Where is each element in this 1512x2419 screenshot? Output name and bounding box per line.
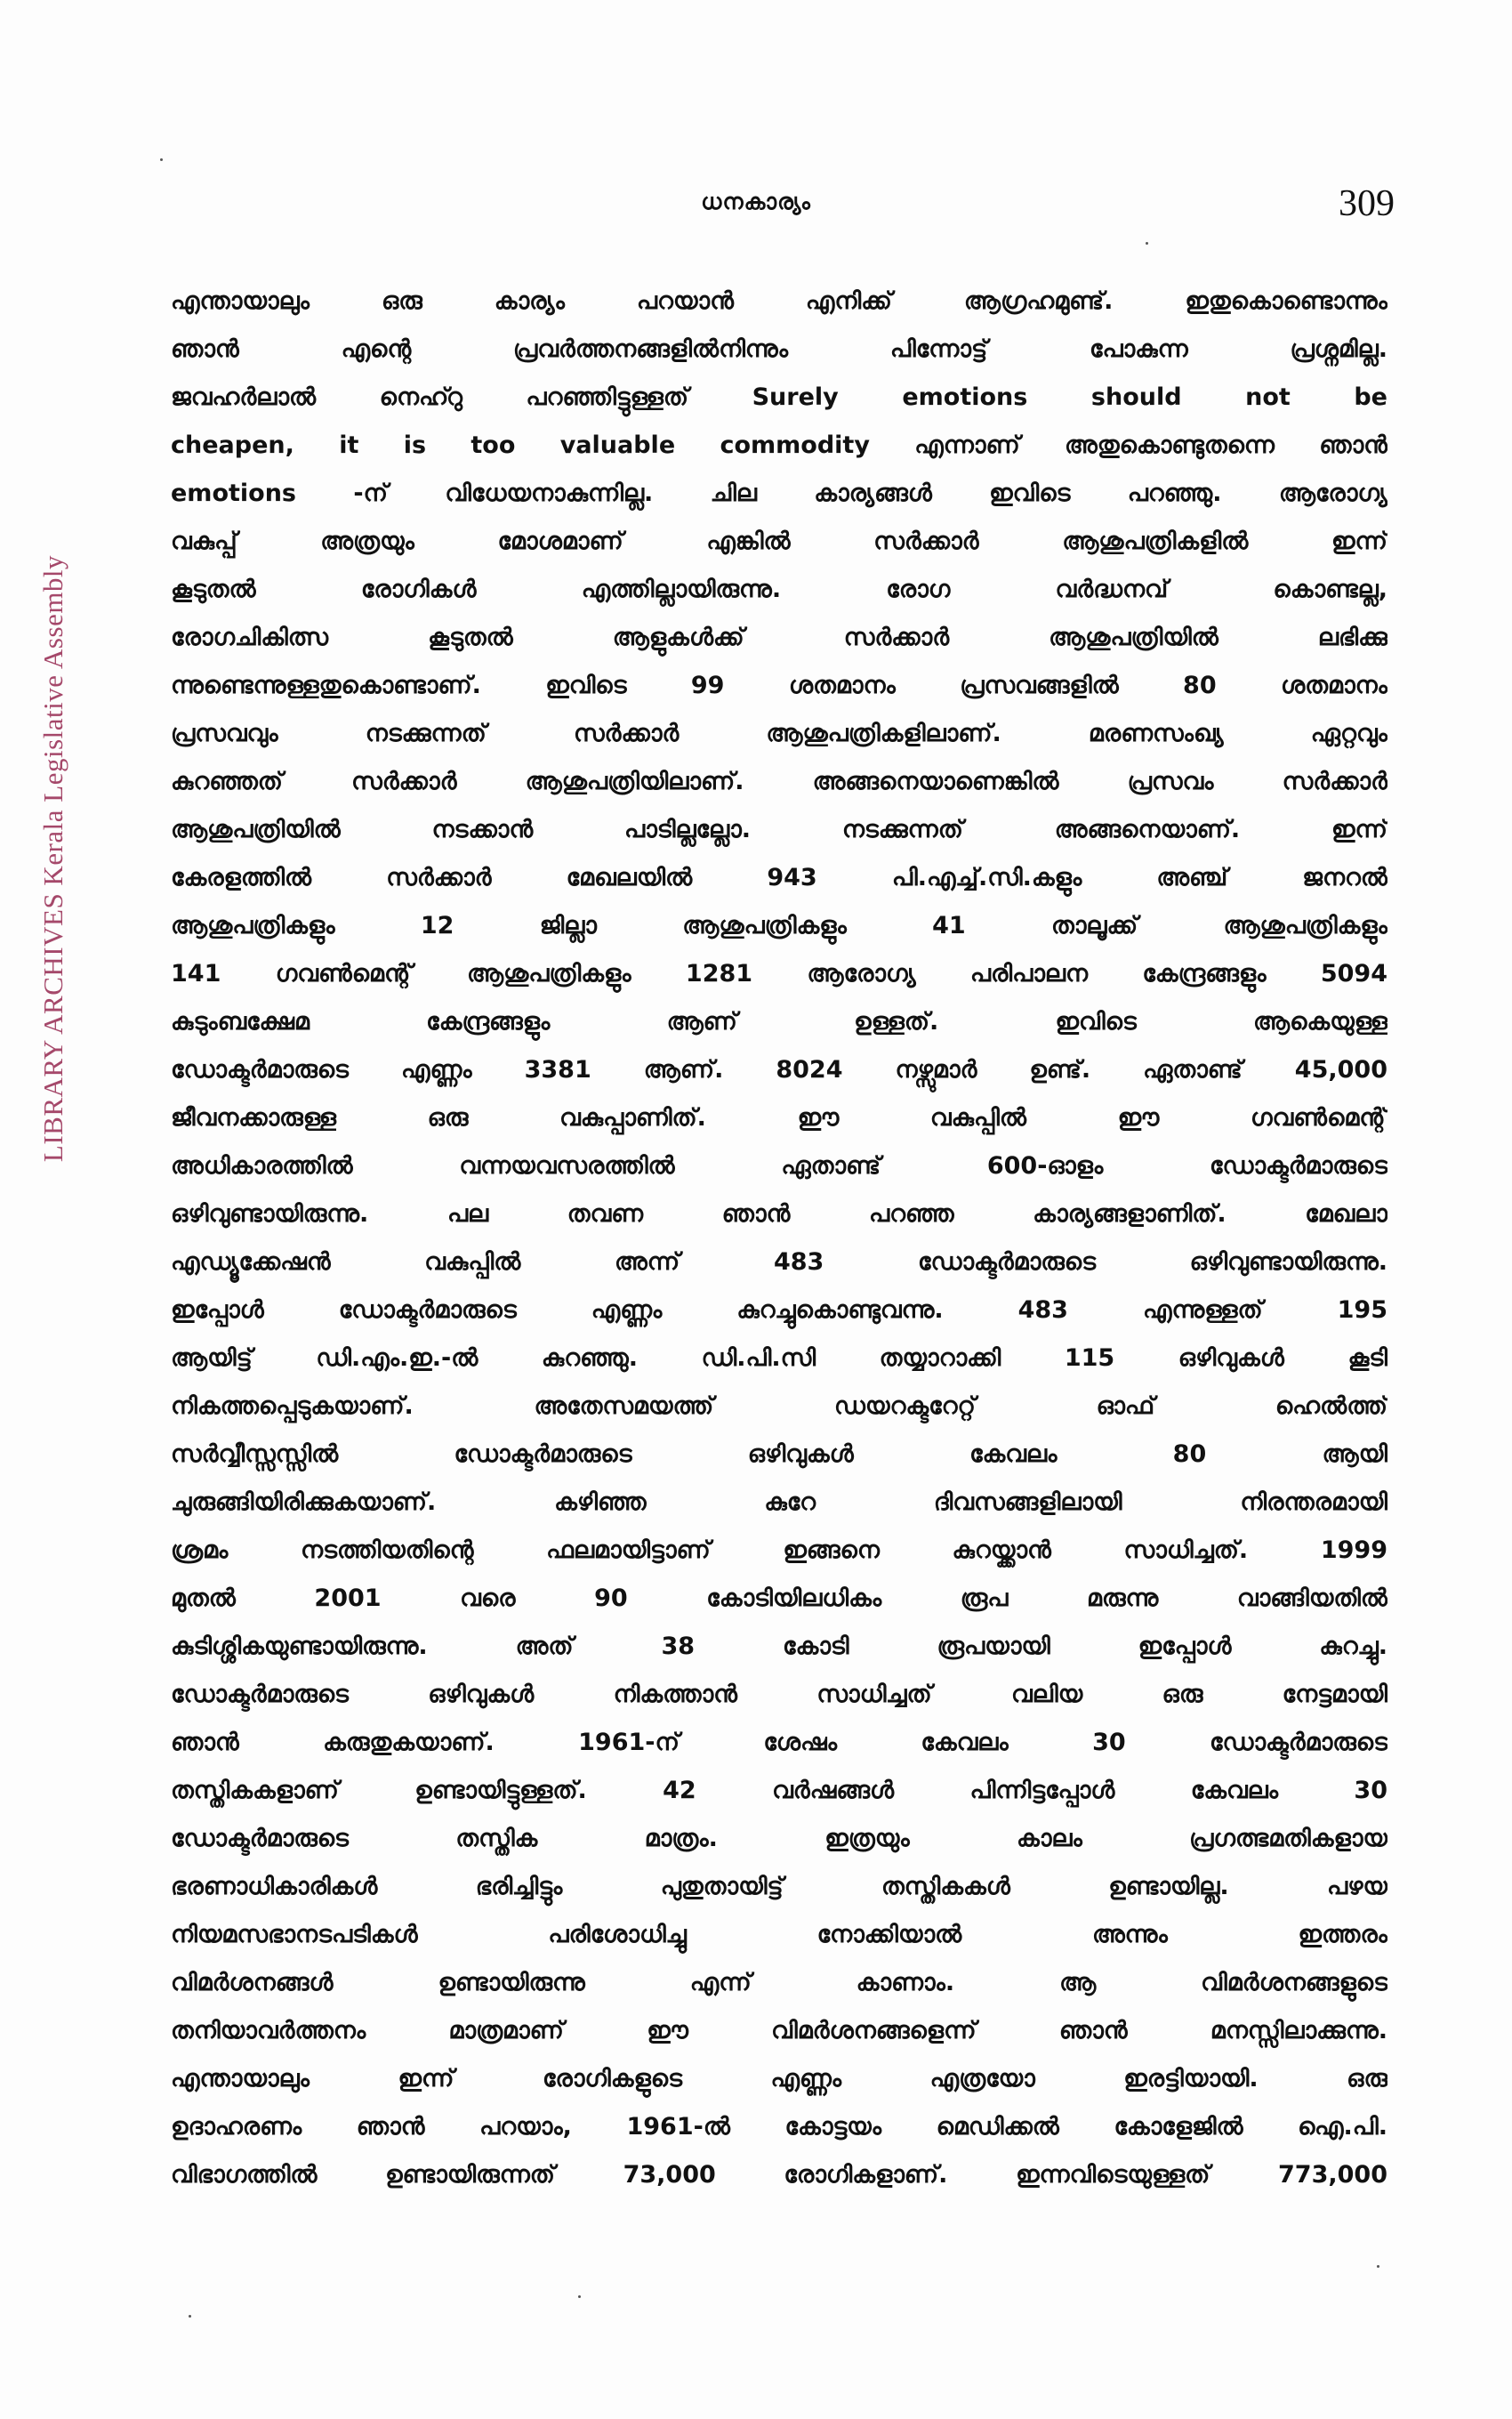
text-line: കുറഞ്ഞത് സർക്കാർ ആശുപത്രിയിലാണ്. അങ്ങനെയാണെങ്കിൽ പ്രസവം സർക്കാർ — [171, 768, 1387, 795]
text-line: കുടിശ്ശികയുണ്ടായിരുന്നു. അത് 38 കോടി രൂപയായി ഇപ്പോൾ കുറച്ചു. — [171, 1633, 1387, 1660]
scan-speck — [189, 2315, 191, 2318]
text-line: ഡോക്ടർമാരുടെ ഒഴിവുകൾ നികത്താൻ സാധിച്ചത് വലിയ ഒരു നേട്ടമായി — [171, 1681, 1387, 1708]
text-line: cheapen, it is too valuable commodity എന്നാണ് അതുകൊണ്ടുതന്നെ ഞാൻ — [171, 431, 1387, 459]
text-line: നിയമസഭാനടപടികൾ പരിശോധിച്ചു നോക്കിയാൽ അന്നും ഇത്തരം — [171, 1921, 1387, 1948]
text-line: മുതൽ 2001 വരെ 90 കോടിയിലധികം രൂപ മരുന്നു വാങ്ങിയതിൽ — [171, 1584, 1387, 1612]
text-line: കുടുംബക്ഷേമ കേന്ദ്രങ്ങളും ആണ് ഉള്ളത്. ഇവിടെ ആകെയുള്ള — [171, 1008, 1387, 1036]
text-line: emotions -ന് വിധേയനാകുന്നില്ല. ചില കാര്യങ്ങൾ ഇവിടെ പറഞ്ഞു. ആരോഗ്യ — [171, 480, 1387, 507]
text-line: എന്തായാലും ഒരു കാര്യം പറയാൻ എനിക്ക് ആഗ്രഹമുണ്ട്. ഇതുകൊണ്ടൊന്നും — [171, 287, 1387, 315]
scan-speck — [160, 158, 163, 161]
text-line: തനിയാവർത്തനം മാത്രമാണ് ഈ വിമർശനങ്ങളെന്ന് ഞാൻ മനസ്സിലാക്കുന്നു. — [171, 2017, 1387, 2044]
text-line: ന്നുണ്ടെന്നുള്ളതുകൊണ്ടാണ്. ഇവിടെ 99 ശതമാനം പ്രസവങ്ങളിൽ 80 ശതമാനം — [171, 672, 1387, 699]
text-line: എഡ്യൂക്കേഷൻ വകുപ്പിൽ അന്ന് 483 ഡോക്ടർമാരുടെ ഒഴിവുണ്ടായിരുന്നു. — [171, 1248, 1387, 1276]
scan-speck — [1146, 242, 1148, 245]
scan-speck — [1377, 2265, 1379, 2268]
text-line: ജീവനക്കാരുള്ള ഒരു വകുപ്പാണിത്. ഈ വകുപ്പിൽ ഈ ഗവൺമെന്റ് — [171, 1104, 1387, 1132]
page-number: 309 — [1339, 183, 1395, 224]
text-line: ഡോക്ടർമാരുടെ തസ്തിക മാത്രം. ഇത്രയും കാലം പ്രഗത്ഭമതികളായ — [171, 1825, 1387, 1852]
text-line: ചുരുങ്ങിയിരിക്കുകയാണ്. കഴിഞ്ഞ കുറേ ദിവസങ്ങളിലായി നിരന്തരമായി — [171, 1488, 1387, 1516]
running-head: ധനകാര്യം — [701, 189, 811, 214]
text-line: നികത്തപ്പെടുകയാണ്. അതേസമയത്ത് ഡയറക്ടറേറ്റ് ഓഫ് ഹെൽത്ത് — [171, 1392, 1387, 1420]
text-line: രോഗചികിത്സ കൂടുതൽ ആളുകൾക്ക് സർക്കാർ ആശുപത്രിയിൽ ലഭിക്കു — [171, 624, 1387, 651]
text-line: വിഭാഗത്തിൽ ഉണ്ടായിരുന്നത് 73,000 രോഗികളാണ്. ഇന്നവിടെയുള്ളത് 773,000 — [171, 2161, 1387, 2189]
text-line: 141 ഗവൺമെന്റ് ആശുപത്രികളും 1281 ആരോഗ്യ പരിപാലന കേന്ദ്രങ്ങളും 5094 — [171, 960, 1387, 988]
text-line: കേരളത്തിൽ സർക്കാർ മേഖലയിൽ 943 പി.എച്ച്.സി.കളും അഞ്ച് ജനറൽ — [171, 864, 1387, 891]
library-archives-watermark: LIBRARY ARCHIVES Kerala Legislative Assembly — [37, 554, 68, 1163]
text-line: എന്തായാലും ഇന്ന് രോഗികളുടെ എണ്ണം എത്രയോ ഇരട്ടിയായി. ഒരു — [171, 2065, 1387, 2092]
text-line: ഞാൻ കരുതുകയാണ്. 1961-ന് ശേഷം കേവലം 30 ഡോക്ടർമാരുടെ — [171, 1729, 1387, 1756]
text-line: ഒഴിവുണ്ടായിരുന്നു. പല തവണ ഞാൻ പറഞ്ഞ കാര്യങ്ങളാണിത്. മേഖലാ — [171, 1200, 1387, 1228]
text-line: ആയിട്ട് ഡി.എം.ഇ.-ൽ കുറഞ്ഞു. ഡി.പി.സി തയ്യാറാക്കി 115 ഒഴിവുകൾ കൂടി — [171, 1344, 1387, 1372]
text-line: ഭരണാധികാരികൾ ഭരിച്ചിട്ടും പുതുതായിട്ട് തസ്തികകൾ ഉണ്ടായില്ല. പഴയ — [171, 1873, 1387, 1900]
text-line: അധികാരത്തിൽ വന്നയവസരത്തിൽ ഏതാണ്ട് 600-ഓളം ഡോക്ടർമാരുടെ — [171, 1152, 1387, 1180]
text-line: ഡോക്ടർമാരുടെ എണ്ണം 3381 ആണ്. 8024 നഴ്സുമാർ ഉണ്ട്. ഏതാണ്ട് 45,000 — [171, 1056, 1387, 1084]
text-line: തസ്തികകളാണ് ഉണ്ടായിട്ടുള്ളത്. 42 വർഷങ്ങൾ പിന്നിട്ടപ്പോൾ കേവലം 30 — [171, 1777, 1387, 1804]
text-line: ജവഹർലാൽ നെഹ്റു പറഞ്ഞിട്ടുള്ളത് Surely emotions should not be — [171, 383, 1387, 411]
text-line: പ്രസവവും നടക്കുന്നത് സർക്കാർ ആശുപത്രികളിലാണ്. മരണസംഖ്യ ഏറ്റവും — [171, 720, 1387, 747]
text-line: സർവ്വീസ്സസ്സിൽ ഡോക്ടർമാരുടെ ഒഴിവുകൾ കേവലം 80 ആയി — [171, 1440, 1387, 1468]
text-line: ആശുപത്രിയിൽ നടക്കാൻ പാടില്ലല്ലോ. നടക്കുന്നത് അങ്ങനെയാണ്. ഇന്ന് — [171, 816, 1387, 843]
text-line: ശ്രമം നടത്തിയതിന്റെ ഫലമായിട്ടാണ് ഇങ്ങനെ കുറയ്ക്കാൻ സാധിച്ചത്. 1999 — [171, 1536, 1387, 1564]
text-line: ഇപ്പോൾ ഡോക്ടർമാരുടെ എണ്ണം കുറച്ചുകൊണ്ടുവന്നു. 483 എന്നുള്ളത് 195 — [171, 1296, 1387, 1324]
text-line: വകുപ്പ് അത്രയും മോശമാണ് എങ്കിൽ സർക്കാർ ആശുപത്രികളിൽ ഇന്ന് — [171, 528, 1387, 555]
text-line: ആശുപത്രികളും 12 ജില്ലാ ആശുപത്രികളും 41 താലൂക്ക് ആശുപത്രികളും — [171, 912, 1387, 939]
text-line: കൂടുതൽ രോഗികൾ എത്തില്ലായിരുന്നു. രോഗ വർദ്ധനവ് കൊണ്ടല്ല, — [171, 576, 1387, 603]
text-line: ഉദാഹരണം ഞാൻ പറയാം, 1961-ൽ കോട്ടയം മെഡിക്കൽ കോളേജിൽ ഐ.പി. — [171, 2113, 1387, 2141]
body-text — [171, 278, 1387, 2199]
scan-speck — [578, 2295, 581, 2298]
text-line: വിമർശനങ്ങൾ ഉണ്ടായിരുന്നു എന്ന് കാണാം. ആ വിമർശനങ്ങളുടെ — [171, 1969, 1387, 1996]
text-line: ഞാൻ എന്റെ പ്രവർത്തനങ്ങളിൽനിന്നും പിന്നോട്ട് പോകുന്ന പ്രശ്നമില്ല. — [171, 335, 1387, 363]
